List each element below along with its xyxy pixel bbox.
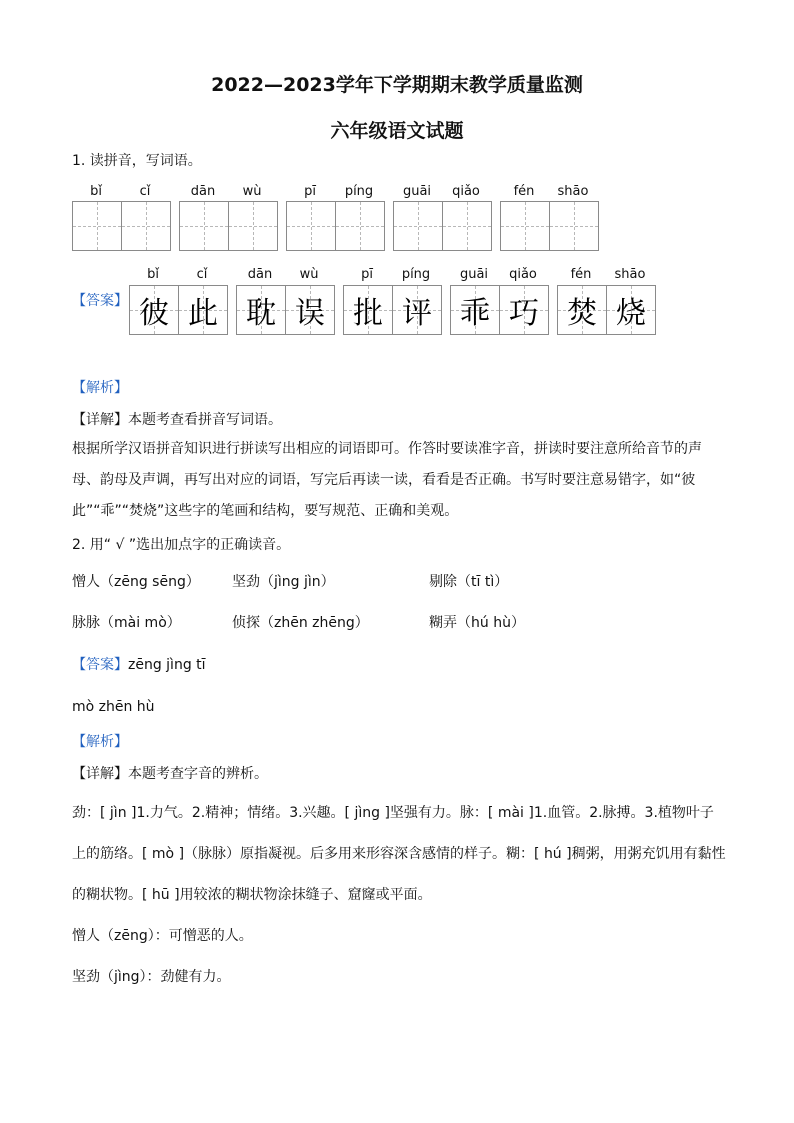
explanation-line: 劲：[ jìn ]1.力气。2.精神；情绪。3.兴趣。[ jìng ]坚强有力。脉：[ mài ]1.血管。2.脉搏。3.植物叶子 <box>72 805 714 821</box>
answer-character: 彼 <box>139 296 169 331</box>
pinyin-label: qiǎo <box>509 267 537 282</box>
pinyin-label: dān <box>190 184 216 199</box>
answer-cell <box>237 286 285 334</box>
answer-character: 误 <box>295 296 325 331</box>
option-item: 坚劲（jìng jìn） <box>232 574 335 590</box>
explanation-paragraph-1 <box>72 434 702 527</box>
option-item: 脉脉（mài mò） <box>72 615 181 631</box>
grid-guide-line <box>360 202 361 250</box>
note-line: 憎人（zēng）：可憎恶的人。 <box>72 928 253 944</box>
grid-guide-line <box>204 202 205 250</box>
pinyin-label: cǐ <box>139 184 151 199</box>
page-title: 2022—2023学年下学期期末教学质量监测 <box>211 74 583 96</box>
detail-1 <box>72 411 282 429</box>
answer-line-2: mò zhēn hù <box>72 699 155 715</box>
pinyin-label: wù <box>299 267 319 282</box>
writing-box-group[interactable] <box>72 201 171 251</box>
page-subtitle: 六年级语文试题 <box>330 120 464 142</box>
answer-character: 焚 <box>567 296 597 331</box>
answer-cell <box>499 286 548 334</box>
answer-line-1: zēng jìng tī <box>128 657 206 673</box>
answer-2 <box>72 656 206 674</box>
detail-label-2: 【详解】 <box>72 766 128 782</box>
pinyin-label: píng <box>401 267 431 282</box>
writing-cell[interactable] <box>73 202 121 250</box>
detail-label-1: 【详解】 <box>72 412 128 428</box>
writing-cell[interactable] <box>335 202 384 250</box>
writing-box-group[interactable] <box>286 201 385 251</box>
pinyin-label: wù <box>242 184 262 199</box>
question-1: 1. 读拼音，写词语。 <box>72 153 202 169</box>
answer-box-group <box>236 285 335 335</box>
answer-cell <box>392 286 441 334</box>
pinyin-label: qiǎo <box>452 184 480 199</box>
pinyin-label: bǐ <box>147 267 159 282</box>
answer-cell <box>344 286 392 334</box>
pinyin-label: fén <box>513 184 535 199</box>
grid-guide-line <box>146 202 147 250</box>
option-item: 憎人（zēng sēng） <box>72 574 200 590</box>
writing-cell[interactable] <box>287 202 335 250</box>
grid-guide-line <box>525 202 526 250</box>
writing-cell[interactable] <box>394 202 442 250</box>
pinyin-label: dān <box>247 267 273 282</box>
answer-cell <box>451 286 499 334</box>
answer-character: 耽 <box>246 296 276 331</box>
option-item: 剔除（tī tì） <box>429 574 509 590</box>
pinyin-label: guāi <box>459 267 489 282</box>
answer-cell <box>178 286 227 334</box>
detail-text-2: 本题考查字音的辨析。 <box>128 766 268 782</box>
explanation-line: 的糊状物。[ hū ]用较浓的糊状物涂抹缝子、窟窿或平面。 <box>72 887 432 903</box>
option-item: 糊弄（hú hù） <box>429 615 525 631</box>
pinyin-label: pī <box>361 267 373 282</box>
grid-guide-line <box>418 202 419 250</box>
pinyin-label: guāi <box>402 184 432 199</box>
answer-box-group <box>129 285 228 335</box>
grid-guide-line <box>253 202 254 250</box>
answer-box-group <box>343 285 442 335</box>
pinyin-label: pī <box>304 184 316 199</box>
pinyin-label: píng <box>344 184 374 199</box>
pinyin-label: shāo <box>614 267 646 282</box>
grid-guide-line <box>574 202 575 250</box>
answer-cell <box>285 286 334 334</box>
answer-cell <box>606 286 655 334</box>
note-line: 坚劲（jìng）：劲健有力。 <box>72 969 231 985</box>
answer-box-group <box>450 285 549 335</box>
detail-text-1: 本题考查看拼音写词语。 <box>128 412 282 428</box>
answer-character: 评 <box>402 296 432 331</box>
detail-2 <box>72 765 268 783</box>
answer-label-1: 【答案】 <box>72 293 128 309</box>
writing-cell[interactable] <box>180 202 228 250</box>
answer-character: 批 <box>353 296 383 331</box>
answer-character: 此 <box>188 296 218 331</box>
explanation-line: 此”“乖”“焚烧”这些字的笔画和结构，要写规范、正确和美观。 <box>72 503 459 519</box>
answer-character: 乖 <box>460 296 490 331</box>
writing-cell[interactable] <box>549 202 598 250</box>
pinyin-label: shāo <box>557 184 589 199</box>
writing-cell[interactable] <box>228 202 277 250</box>
explanation-paragraph-2 <box>72 793 726 916</box>
explanation-line: 根据所学汉语拼音知识进行拼读写出相应的词语即可。作答时要读准字音，拼读时要注意所给音节的声 <box>72 441 702 457</box>
question-2: 2. 用“ √ ”选出加点字的正确读音。 <box>72 537 291 553</box>
answer-cell <box>558 286 606 334</box>
writing-box-group[interactable] <box>393 201 492 251</box>
grid-guide-line <box>97 202 98 250</box>
answer-label-2: 【答案】 <box>72 657 128 673</box>
writing-cell[interactable] <box>121 202 170 250</box>
writing-cell[interactable] <box>442 202 491 250</box>
explanation-line: 上的筋络。[ mò ]（脉脉）原指凝视。后多用来形容深含感情的样子。糊：[ hú ]稠粥，用粥充饥用有黏性 <box>72 846 726 862</box>
option-item: 侦探（zhēn zhēng） <box>232 615 369 631</box>
answer-character: 烧 <box>616 296 646 331</box>
analysis-label-2: 【解析】 <box>72 734 128 750</box>
analysis-label-1: 【解析】 <box>72 380 128 396</box>
grid-guide-line <box>311 202 312 250</box>
pinyin-label: bǐ <box>90 184 102 199</box>
answer-cell <box>130 286 178 334</box>
grid-guide-line <box>467 202 468 250</box>
writing-cell[interactable] <box>501 202 549 250</box>
writing-box-group[interactable] <box>500 201 599 251</box>
pinyin-label: cǐ <box>196 267 208 282</box>
writing-box-group[interactable] <box>179 201 278 251</box>
explanation-line: 母、韵母及声调，再写出对应的词语，写完后再读一读，看看是否正确。书写时要注意易错字，如“彼 <box>72 472 696 488</box>
answer-character: 巧 <box>509 296 539 331</box>
pinyin-label: fén <box>570 267 592 282</box>
answer-box-group <box>557 285 656 335</box>
